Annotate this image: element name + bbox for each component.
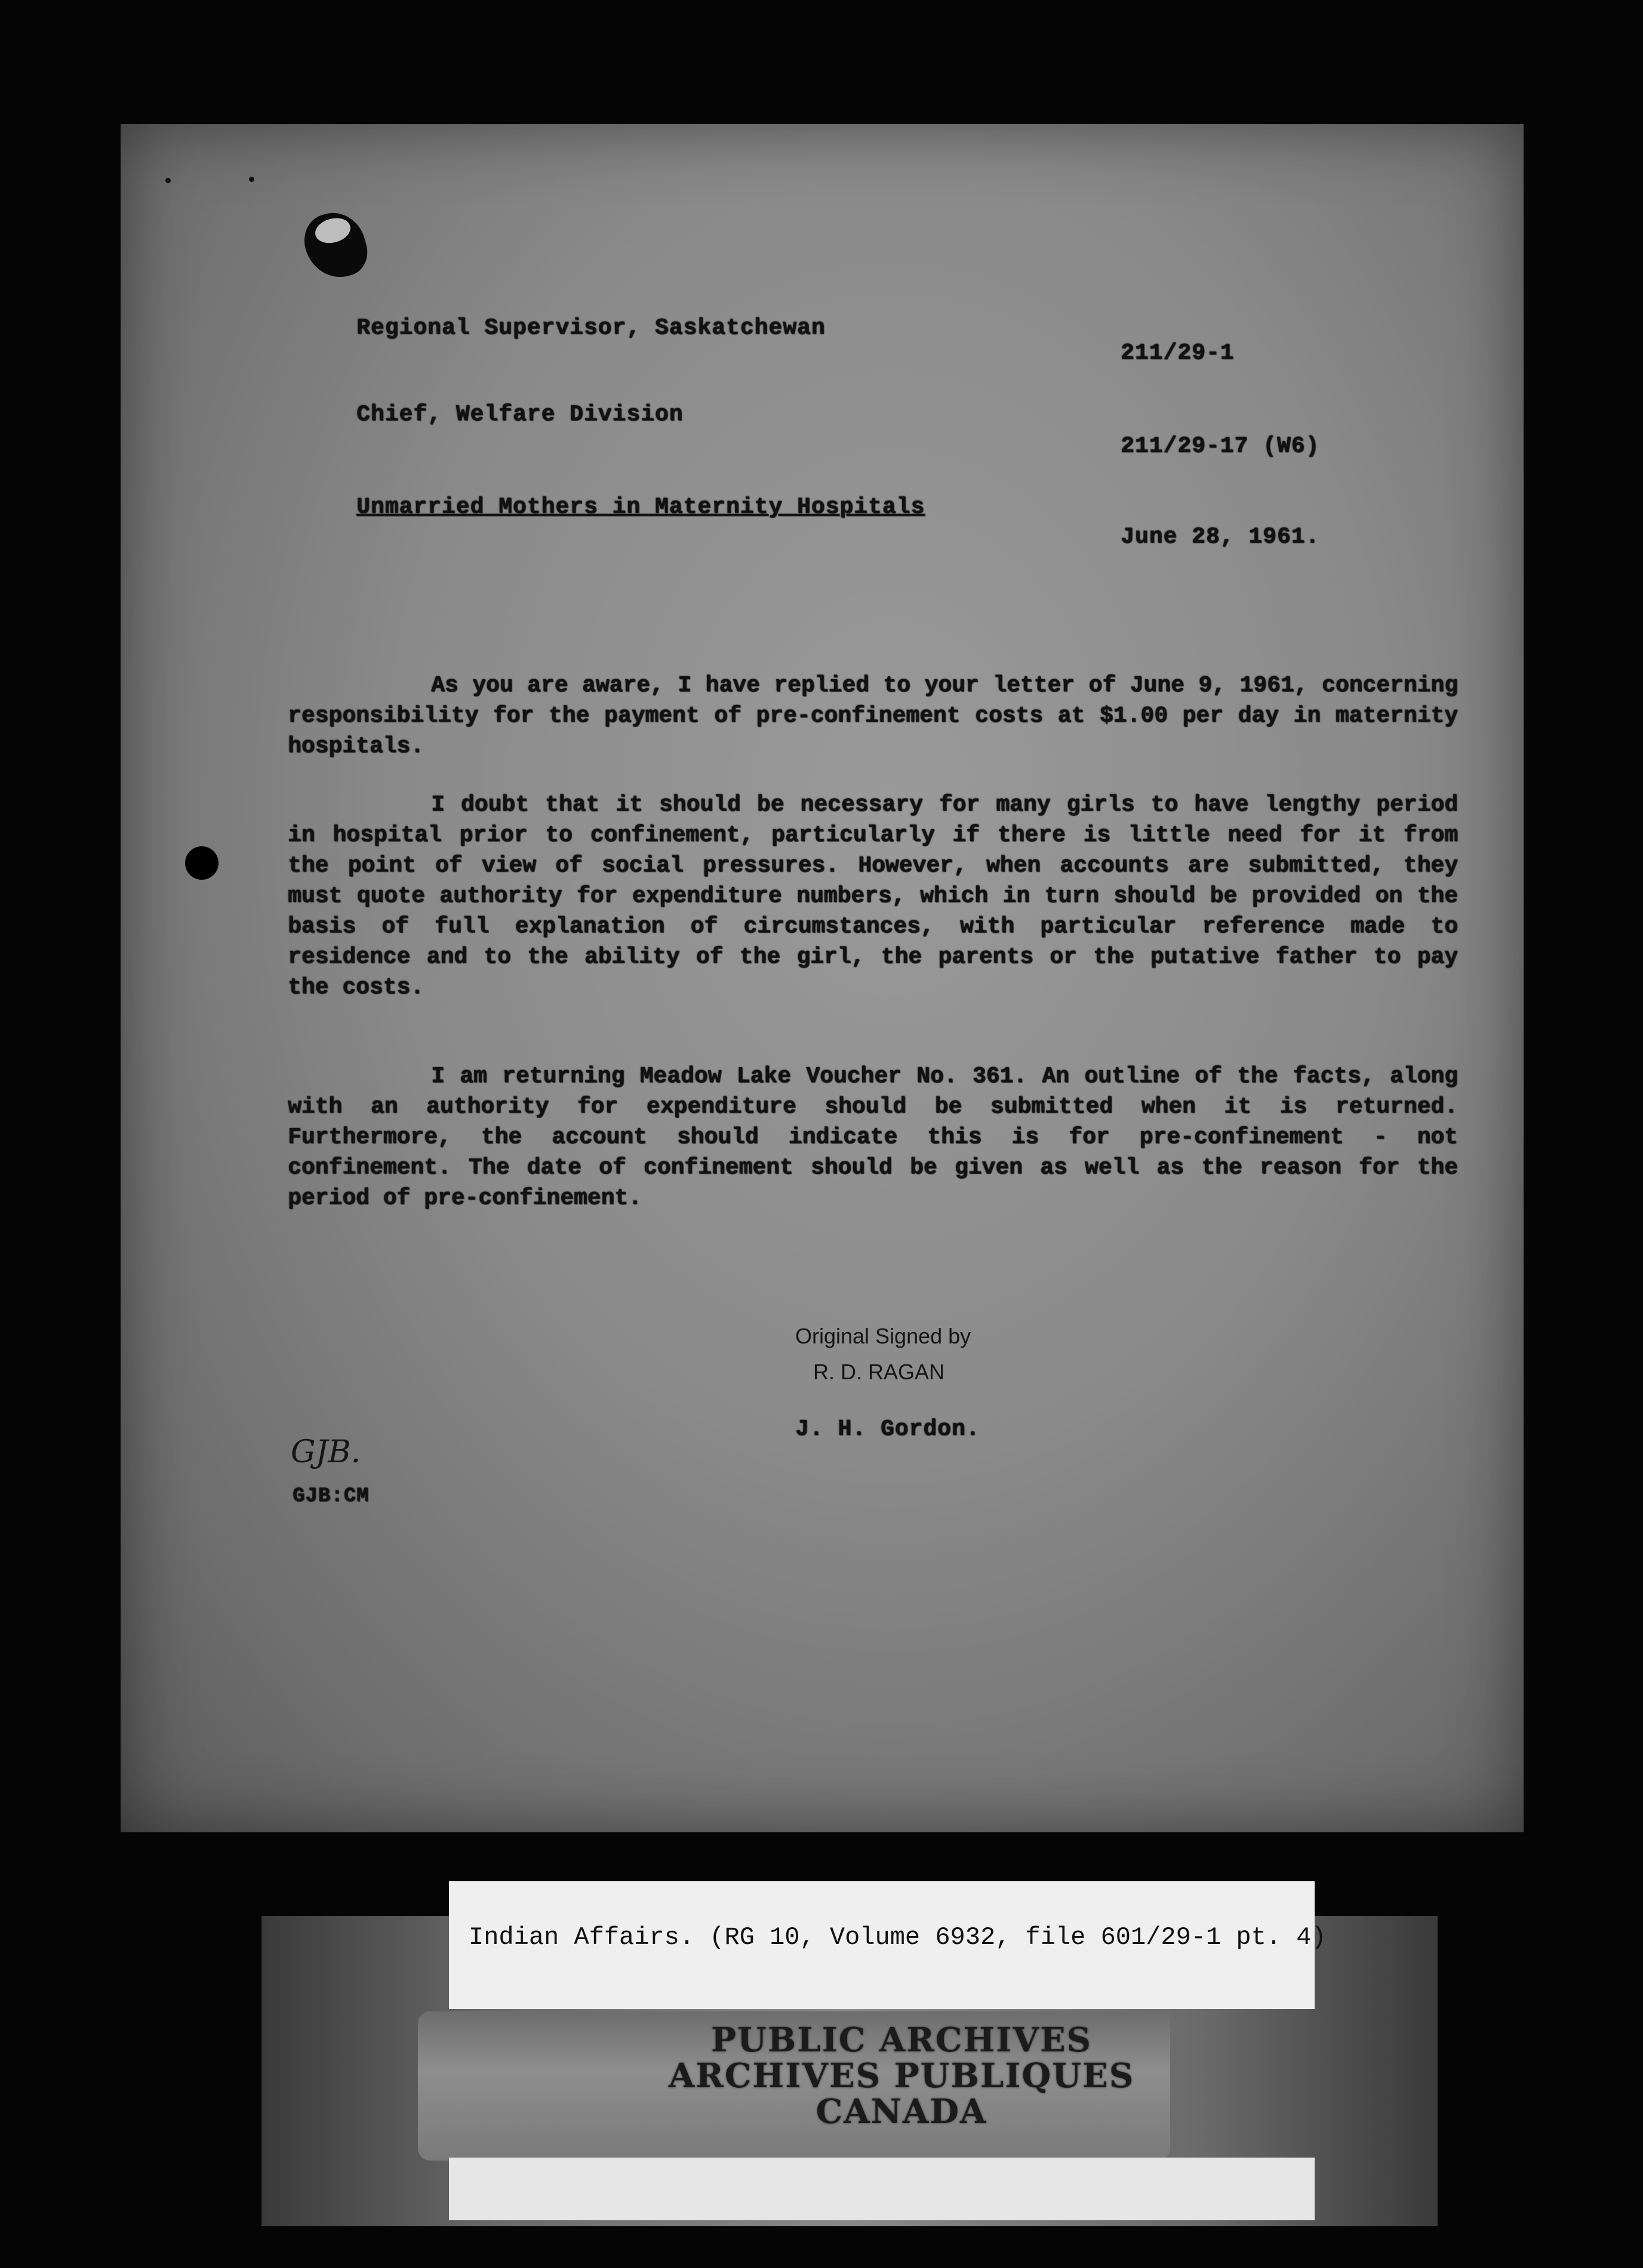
letter-page xyxy=(121,124,1524,1832)
file-reference-2: 211/29-17 (W6) xyxy=(1121,433,1320,459)
file-reference-1: 211/29-1 xyxy=(1121,340,1235,366)
speck xyxy=(165,178,171,183)
speck xyxy=(249,177,254,182)
signed-by-name: R. D. RAGAN xyxy=(813,1360,945,1384)
recipient: Regional Supervisor, Saskatchewan xyxy=(356,315,826,341)
punch-hole xyxy=(185,846,219,880)
archive-reference-label: Indian Affairs. (RG 10, Volume 6932, file 601/29-1 pt. 4) xyxy=(469,1923,1327,1952)
archive-stamp-line-2: ARCHIVES PUBLIQUES xyxy=(668,2056,1135,2096)
archive-bottom-card xyxy=(449,2158,1315,2220)
signed-by-note: Original Signed by xyxy=(795,1324,971,1348)
reference-initials: GJB:CM xyxy=(293,1485,370,1508)
signatory: J. H. Gordon. xyxy=(795,1416,980,1442)
handwritten-initials: GJB. xyxy=(291,1434,361,1470)
paragraph-3: I am returning Meadow Lake Voucher No. 361. An outline of the facts, along with an authority for expenditure should be submitted when it is returned. Furthermore, the account should indicate this is for pre-confinement - not confinement. The date of confinement should be given as well as the reason for the period of pre-confinement. xyxy=(288,1064,1458,1211)
archive-stamp-line-3: CANADA xyxy=(816,2092,987,2131)
paragraph-2: I doubt that it should be necessary for many girls to have lengthy period in hospital prior to confinement, particularly if there is little need for it from the point of view of social pressures. However, when accounts are submitted, they must quote authority for expenditure numbers, which in turn should be provided on the basis of full explanation of circumstances, with particular reference made to residence and to the ability of the girl, the parents or the putative father to pay the costs. xyxy=(288,792,1458,1000)
paragraph-1: As you are aware, I have replied to your letter of June 9, 1961, concerning responsibility for the payment of pre-confinement costs at $1.00 per day in maternity hospitals. xyxy=(288,673,1458,759)
archive-stamp-line-1: PUBLIC ARCHIVES xyxy=(710,2020,1093,2060)
torn-corner xyxy=(298,206,373,285)
sender: Chief, Welfare Division xyxy=(356,402,684,427)
letter-date: June 28, 1961. xyxy=(1121,524,1320,550)
subject-line: Unmarried Mothers in Maternity Hospitals xyxy=(356,494,925,520)
